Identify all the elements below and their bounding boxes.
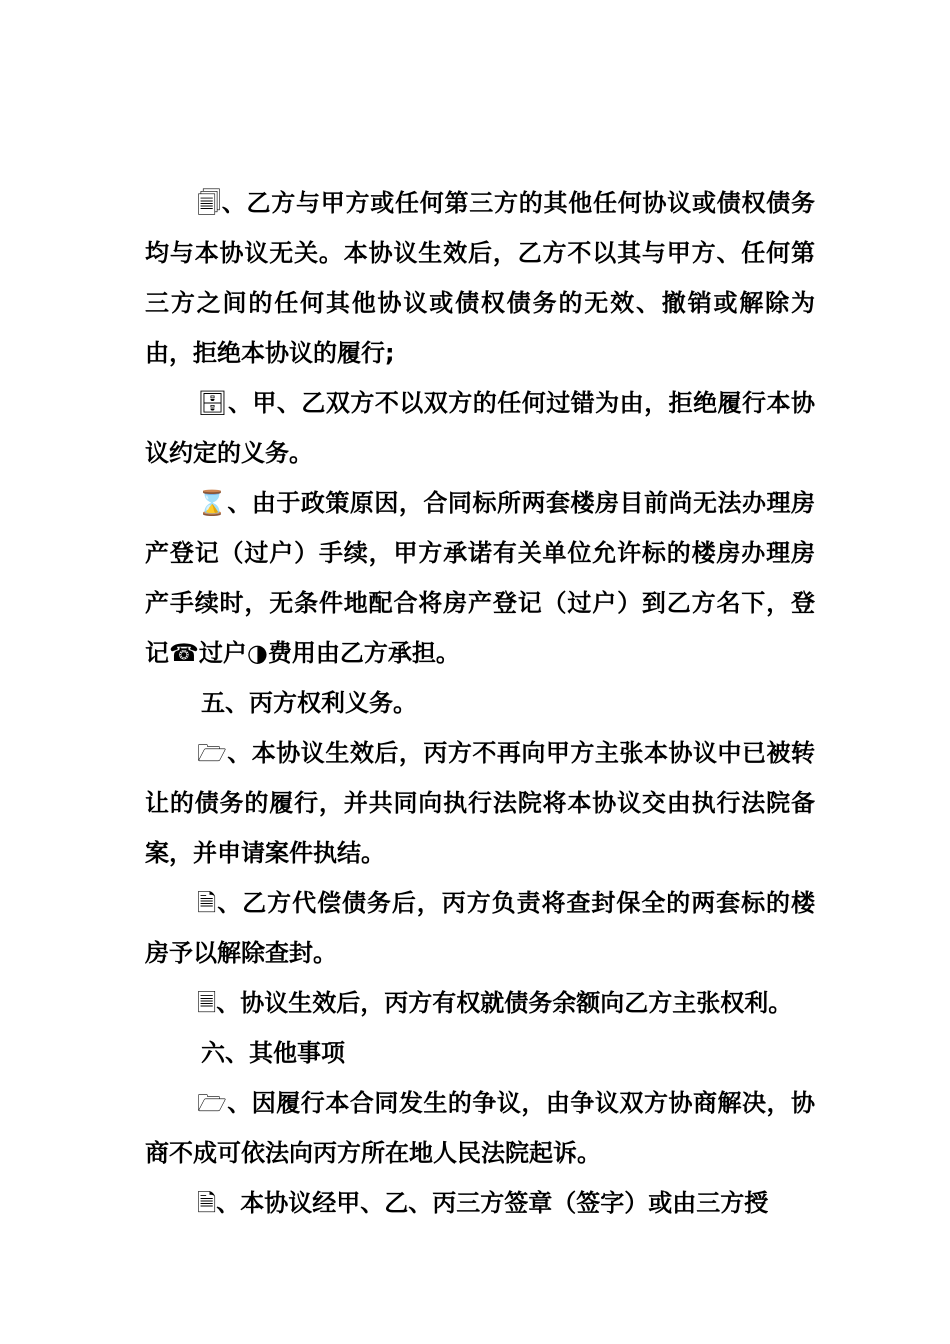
section6-item-2 [145,1178,815,1228]
section5-item-2 [145,878,815,978]
cabinet-icon: 🗄 [197,389,228,417]
page-icon: 🗏 [197,989,217,1017]
paragraph-text: 、因履行本合同发生的争议，由争议双方协商解决，协商不成可依法向丙方所在地人民法院起诉。 [145,1089,815,1167]
section5-item-3 [145,978,815,1028]
paragraph-text: 、由于政策原因，合同标所两套楼房目前尚无法办理房产登记（过户）手续，甲方承诺有关单位允许标的楼房办理房产手续时，无条件地配合将房产登记（过户）到乙方名下，登记☎过户◑费用由乙方承担。 [145,489,815,667]
paragraph-text: 、本协议经甲、乙、丙三方签章（签字）或由三方授 [216,1189,769,1217]
paragraph-text: 、乙方代偿债务后，丙方负责将查封保全的两套标的楼房予以解除查封。 [145,889,815,967]
section-heading-5: 五、丙方权利义务。 [201,689,417,717]
document-icon: 🗎 [197,889,217,917]
paragraph-text: 、协议生效后，丙方有权就债务余额向乙方主张权利。 [216,989,793,1017]
paragraph-clause-1 [145,178,815,378]
hourglass-icon: ⌛ [197,489,227,517]
section6-item-1 [145,1078,815,1178]
paragraph-clause-2 [145,378,815,478]
document-body [145,178,815,1228]
documents-icon: 🗐 [197,189,221,217]
document-icon: 🗎 [197,1189,217,1217]
paragraph-clause-3 [145,478,815,678]
paragraph-text: 、本协议生效后，丙方不再向甲方主张本协议中已被转让的债务的履行，并共同向执行法院将本协议交由执行法院备案，并申请案件执结。 [145,739,815,867]
paragraph-text: 、甲、乙双方不以双方的任何过错为由，拒绝履行本协议约定的义务。 [145,389,815,467]
folder-icon: 🗁 [197,1089,227,1117]
section5-item-1 [145,728,815,878]
section-heading-6: 六、其他事项 [201,1039,345,1067]
paragraph-text: 、乙方与甲方或任何第三方的其他任何协议或债权债务均与本协议无关。本协议生效后，乙方不以其与甲方、任何第三方之间的任何其他协议或债权债务的无效、撤销或解除为由，拒绝本协议的履行; [145,189,815,367]
folder-icon: 🗁 [197,739,227,767]
